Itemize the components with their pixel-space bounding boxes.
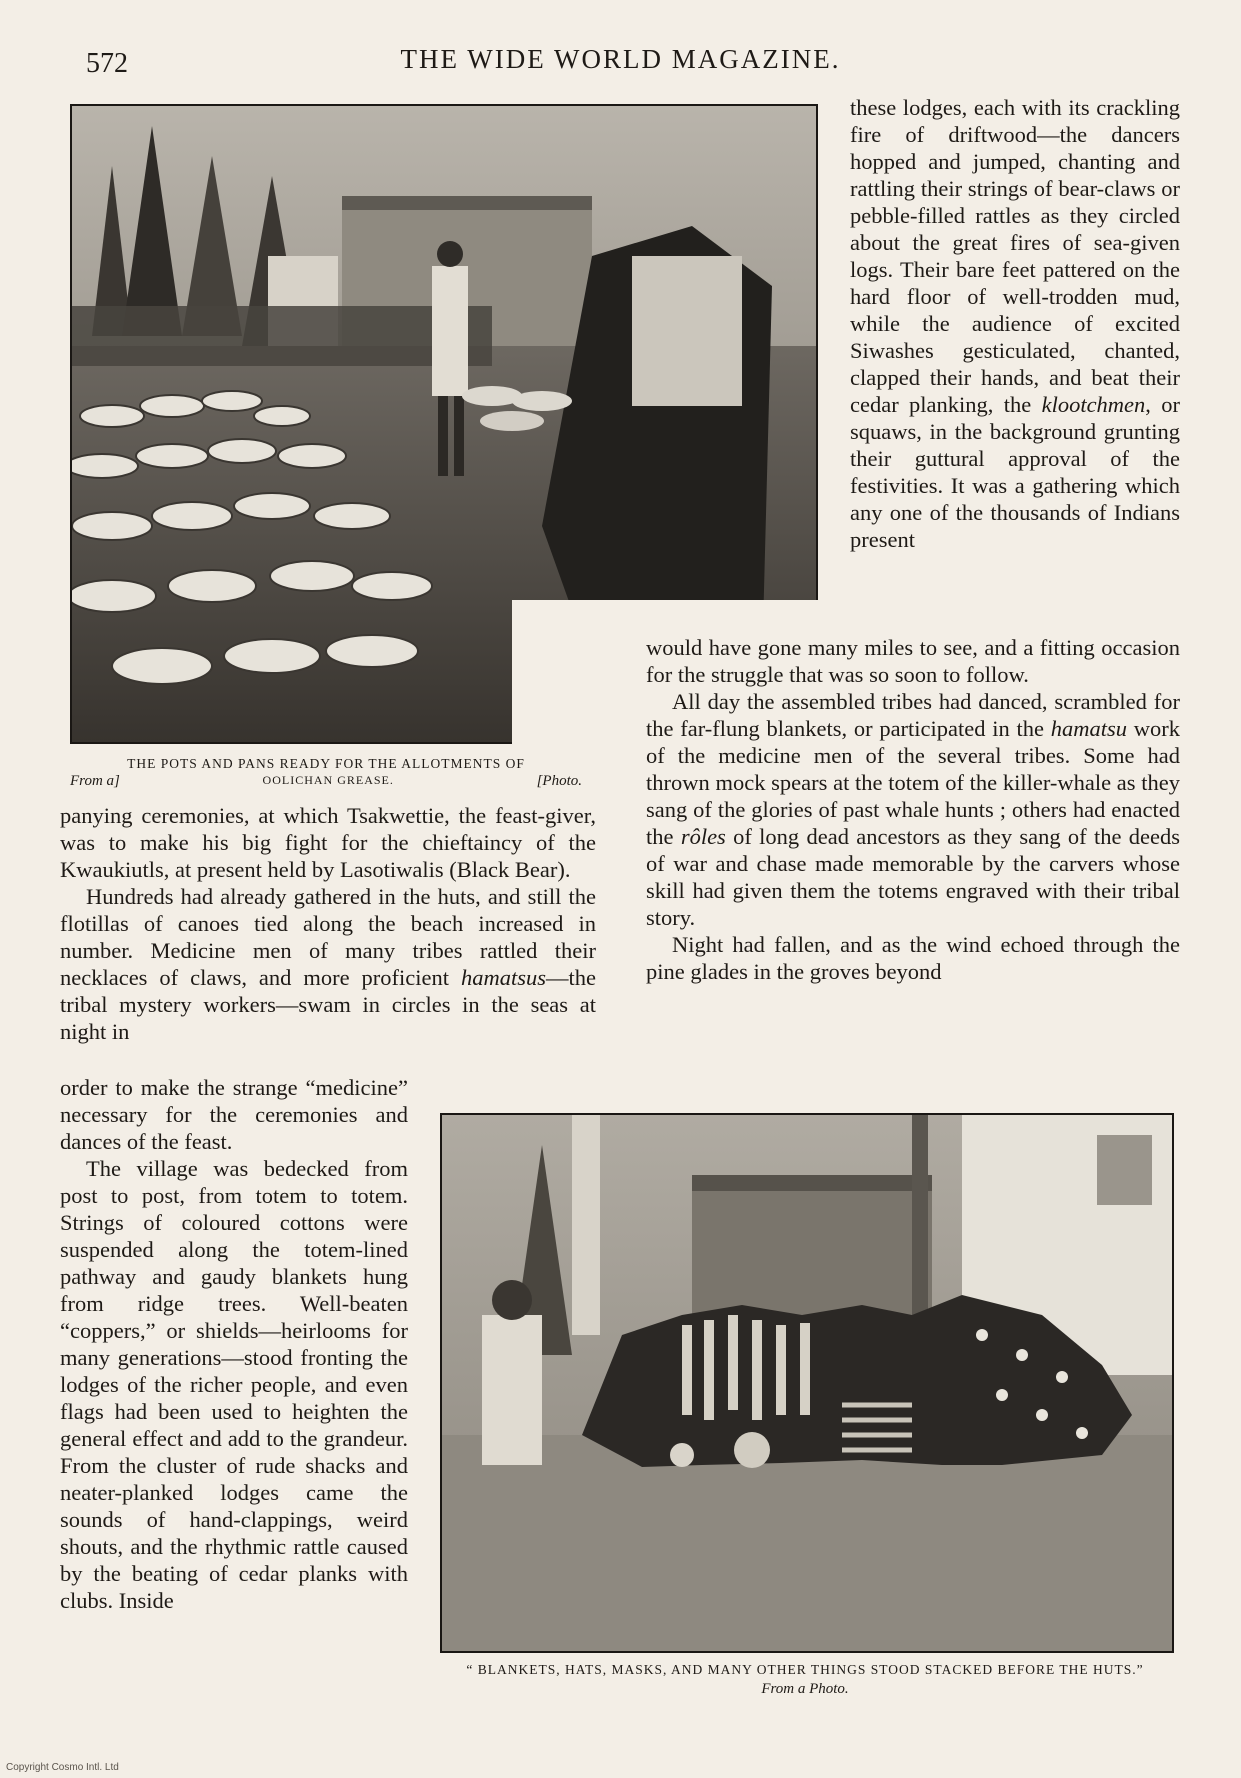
copyright-notice: Copyright Cosmo Intl. Ltd (6, 1762, 119, 1773)
figure1-credit-left: From a] (70, 773, 120, 789)
word-hamatsu: hamatsu (1050, 716, 1128, 741)
paragraph-village: The village was bedecked from post to post, from totem to totem. Strings of coloured cottons were suspended along the totem-lined pathway and gaudy blankets hung from ridge trees. Well-beaten “coppers,” or shields—heirlooms for many generations—stood fronting the lodges of the richer people, and even flags had been used to heighten the general effect and add to the grandeur. From the cluster of rude shacks and neater-planked lodges came the sounds of hand-clappings, weird shouts, and the rhythmic rattle caused by the beating of cedar planks with clubs. Inside (60, 1156, 408, 1613)
running-head: THE WIDE WORLD MAGAZINE. (400, 44, 841, 74)
word-klootchmen: klootchmen (1041, 392, 1146, 417)
photo-blankets-stacked (440, 1113, 1174, 1653)
article-right-column-top (850, 94, 1180, 553)
figure2-credit: From a Photo. (761, 1681, 849, 1697)
text-all-day-c: of long dead ancestors as they sang of the deeds of war and chase made memorable by the carvers whose skill had given them the totems engraved with their tribal story. (646, 824, 1181, 930)
word-hamatsus: hamatsus (461, 965, 547, 990)
text-festivities: , or squaws, in the background grunting their guttural approval of the festivities. It was a gathering which any one of the thousands of Indians present (850, 392, 1181, 552)
figure2-caption (436, 1662, 1174, 1698)
text-all-day-a: All day the assembled tribes had danced, scrambled for the far-flung blankets, or participated in the (646, 689, 1180, 741)
figure1-credit-right: [Photo. (536, 773, 582, 789)
paragraph-chieftaincy: panying ceremonies, at which Tsakwettie, the feast-giver, was to make his big fight for the chieftaincy of the Kwaukiutls, at present held by Lasotiwalis (Black Bear). (60, 803, 596, 882)
text-hundreds-a: Hundreds had already gathered in the huts, and still the flotillas of canoes tied along the beach increased in number. Medicine men of many tribes rattled their necklaces of claws, and more proficient (60, 884, 596, 990)
text-hundreds-b: —the tribal mystery workers—swam in circles in the seas at night in (60, 965, 597, 1044)
photo-blankets-stacked-image (442, 1115, 1172, 1651)
word-roles: rôles (680, 824, 726, 849)
paragraph-medicine: order to make the strange “medicine” necessary for the ceremonies and dances of the feast. (60, 1075, 408, 1154)
article-right-column-bottom (646, 634, 1180, 985)
figure1-caption-text: THE POTS AND PANS READY FOR THE ALLOTMENTS OF (127, 756, 525, 771)
article-left-column-narrow (60, 1074, 408, 1614)
paragraph-night: Night had fallen, and as the wind echoed through the pine glades in the groves beyond (646, 932, 1180, 984)
paragraph-all-day (646, 688, 1180, 931)
figure1-caption-grease: OOLICHAN GREASE. (262, 773, 394, 787)
text-all-day-b: work of the medicine men of the several tribes. Some had thrown mock spears at the totem of the killer-whale as they sang of the glories of past whale hunts ; others had enacted the (646, 716, 1181, 849)
page-number: 572 (86, 48, 128, 79)
figure1-caption (70, 756, 582, 790)
article-left-column-middle (60, 802, 596, 1045)
paragraph-hundreds (60, 883, 596, 1045)
paragraph-lodges (850, 94, 1180, 553)
text-lodges: these lodges, each with its crackling fire of driftwood—the dancers hopped and jumped, chanting and rattling their strings of bear-claws or pebble-filled rattles as they circled about the great fires of sea-given logs. Their bare feet pattered on the hard floor of well-trodden mud, while the audience of excited Siwashes gesticulated, chanted, clapped their hands, and beat their cedar planking, the (850, 95, 1180, 417)
figure2-caption-text: “ BLANKETS, HATS, MASKS, AND MANY OTHER THINGS STOOD STACKED BEFORE THE HUTS.” (466, 1662, 1144, 1677)
paragraph-struggle: would have gone many miles to see, and a fitting occasion for the struggle that was so soon to follow. (646, 635, 1180, 687)
